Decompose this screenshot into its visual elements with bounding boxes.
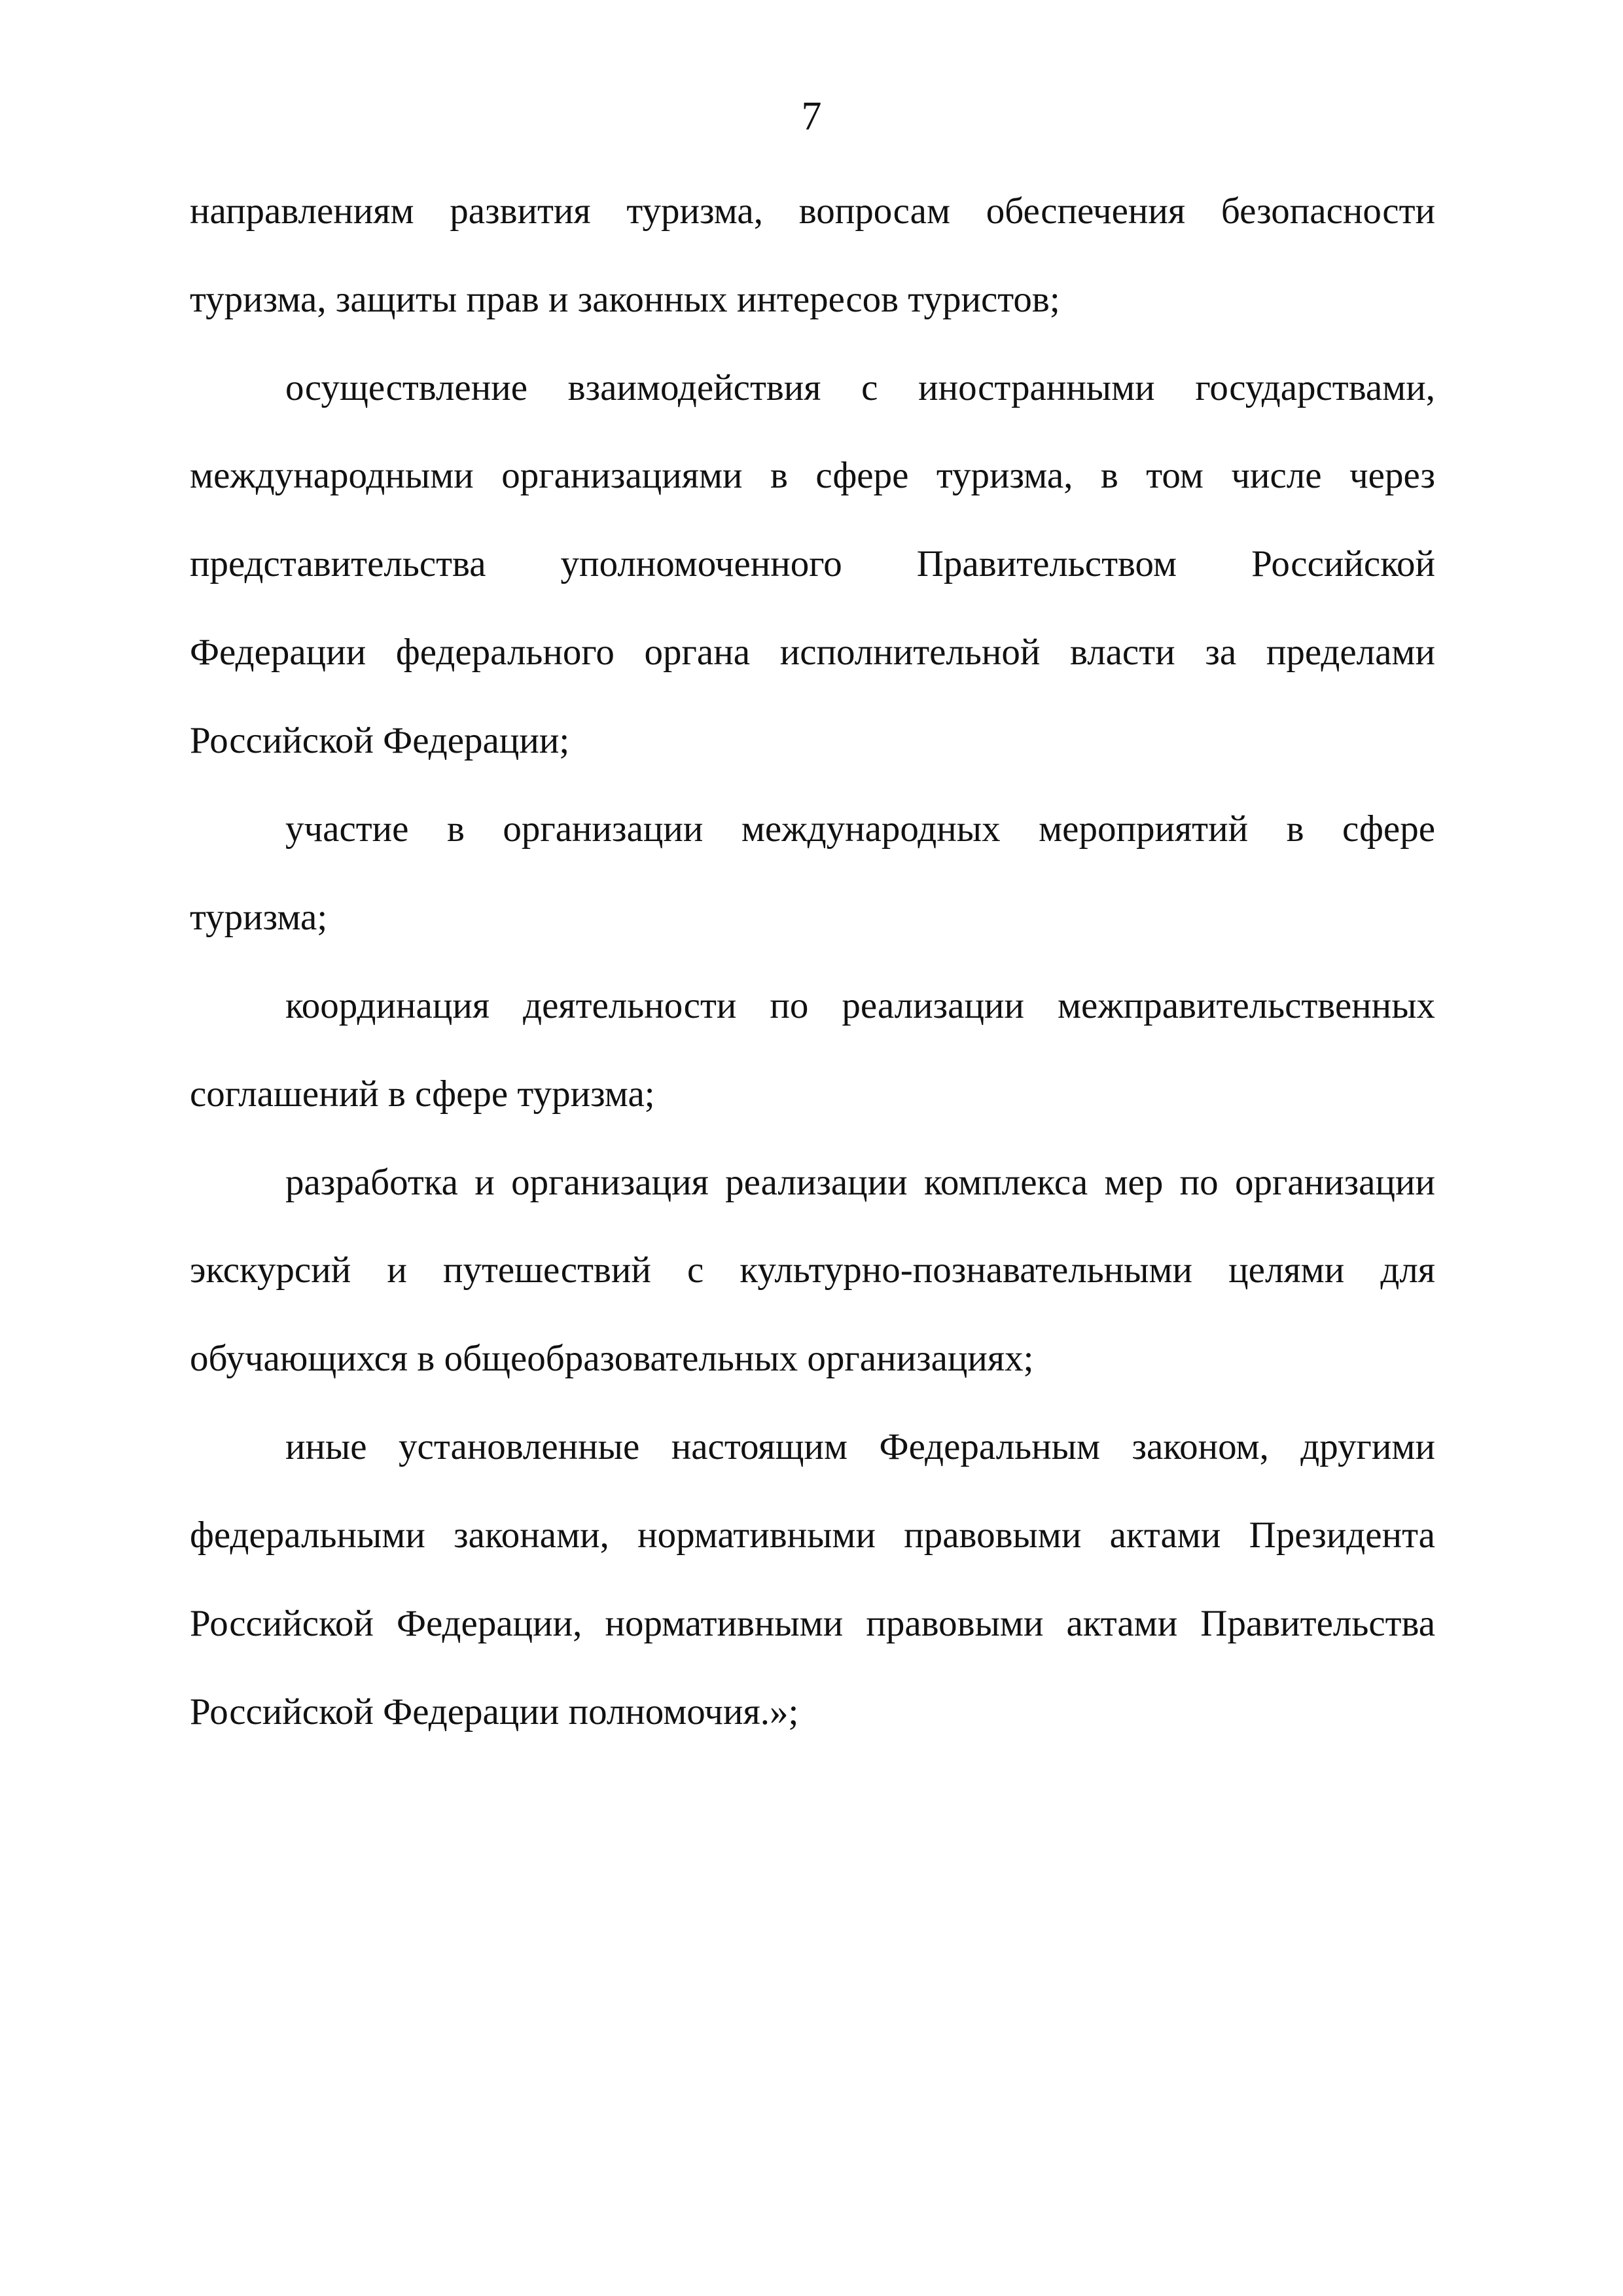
text-line: осуществление взаимодействия с иностранными государствами, bbox=[285, 367, 1435, 408]
text-line: соглашений в сфере туризма; bbox=[190, 1073, 655, 1115]
text-line: представительства уполномоченного Правительством Российской bbox=[190, 543, 1435, 584]
text-line: Федерации федерального органа исполнительной власти за пределами bbox=[190, 632, 1435, 673]
text-line: обучающихся в общеобразовательных организациях; bbox=[190, 1338, 1034, 1379]
text-line: федеральными законами, нормативными правовыми актами Президента bbox=[190, 1515, 1435, 1556]
text-line: координация деятельности по реализации межправительственных bbox=[285, 985, 1435, 1026]
text-line: туризма, защиты прав и законных интересов туристов; bbox=[190, 279, 1060, 320]
text-line: международными организациями в сфере туризма, в том числе через bbox=[190, 455, 1435, 496]
text-line: иные установленные настоящим Федеральным законом, другими bbox=[285, 1426, 1435, 1467]
text-line: направлениям развития туризма, вопросам обеспечения безопасности bbox=[190, 190, 1435, 232]
text-line: участие в организации международных мероприятий в сфере bbox=[285, 808, 1435, 850]
text-line: Российской Федерации; bbox=[190, 720, 570, 761]
text-line: Российской Федерации полномочия.»; bbox=[190, 1691, 799, 1732]
text-line: разработка и организация реализации комплекса мер по организации bbox=[285, 1162, 1435, 1203]
text-line: Российской Федерации, нормативными правовыми актами Правительства bbox=[190, 1603, 1435, 1644]
text-line: экскурсий и путешествий с культурно-познавательными целями для bbox=[190, 1249, 1435, 1291]
text-line: туризма; bbox=[190, 897, 328, 938]
page-number: 7 bbox=[801, 94, 822, 139]
